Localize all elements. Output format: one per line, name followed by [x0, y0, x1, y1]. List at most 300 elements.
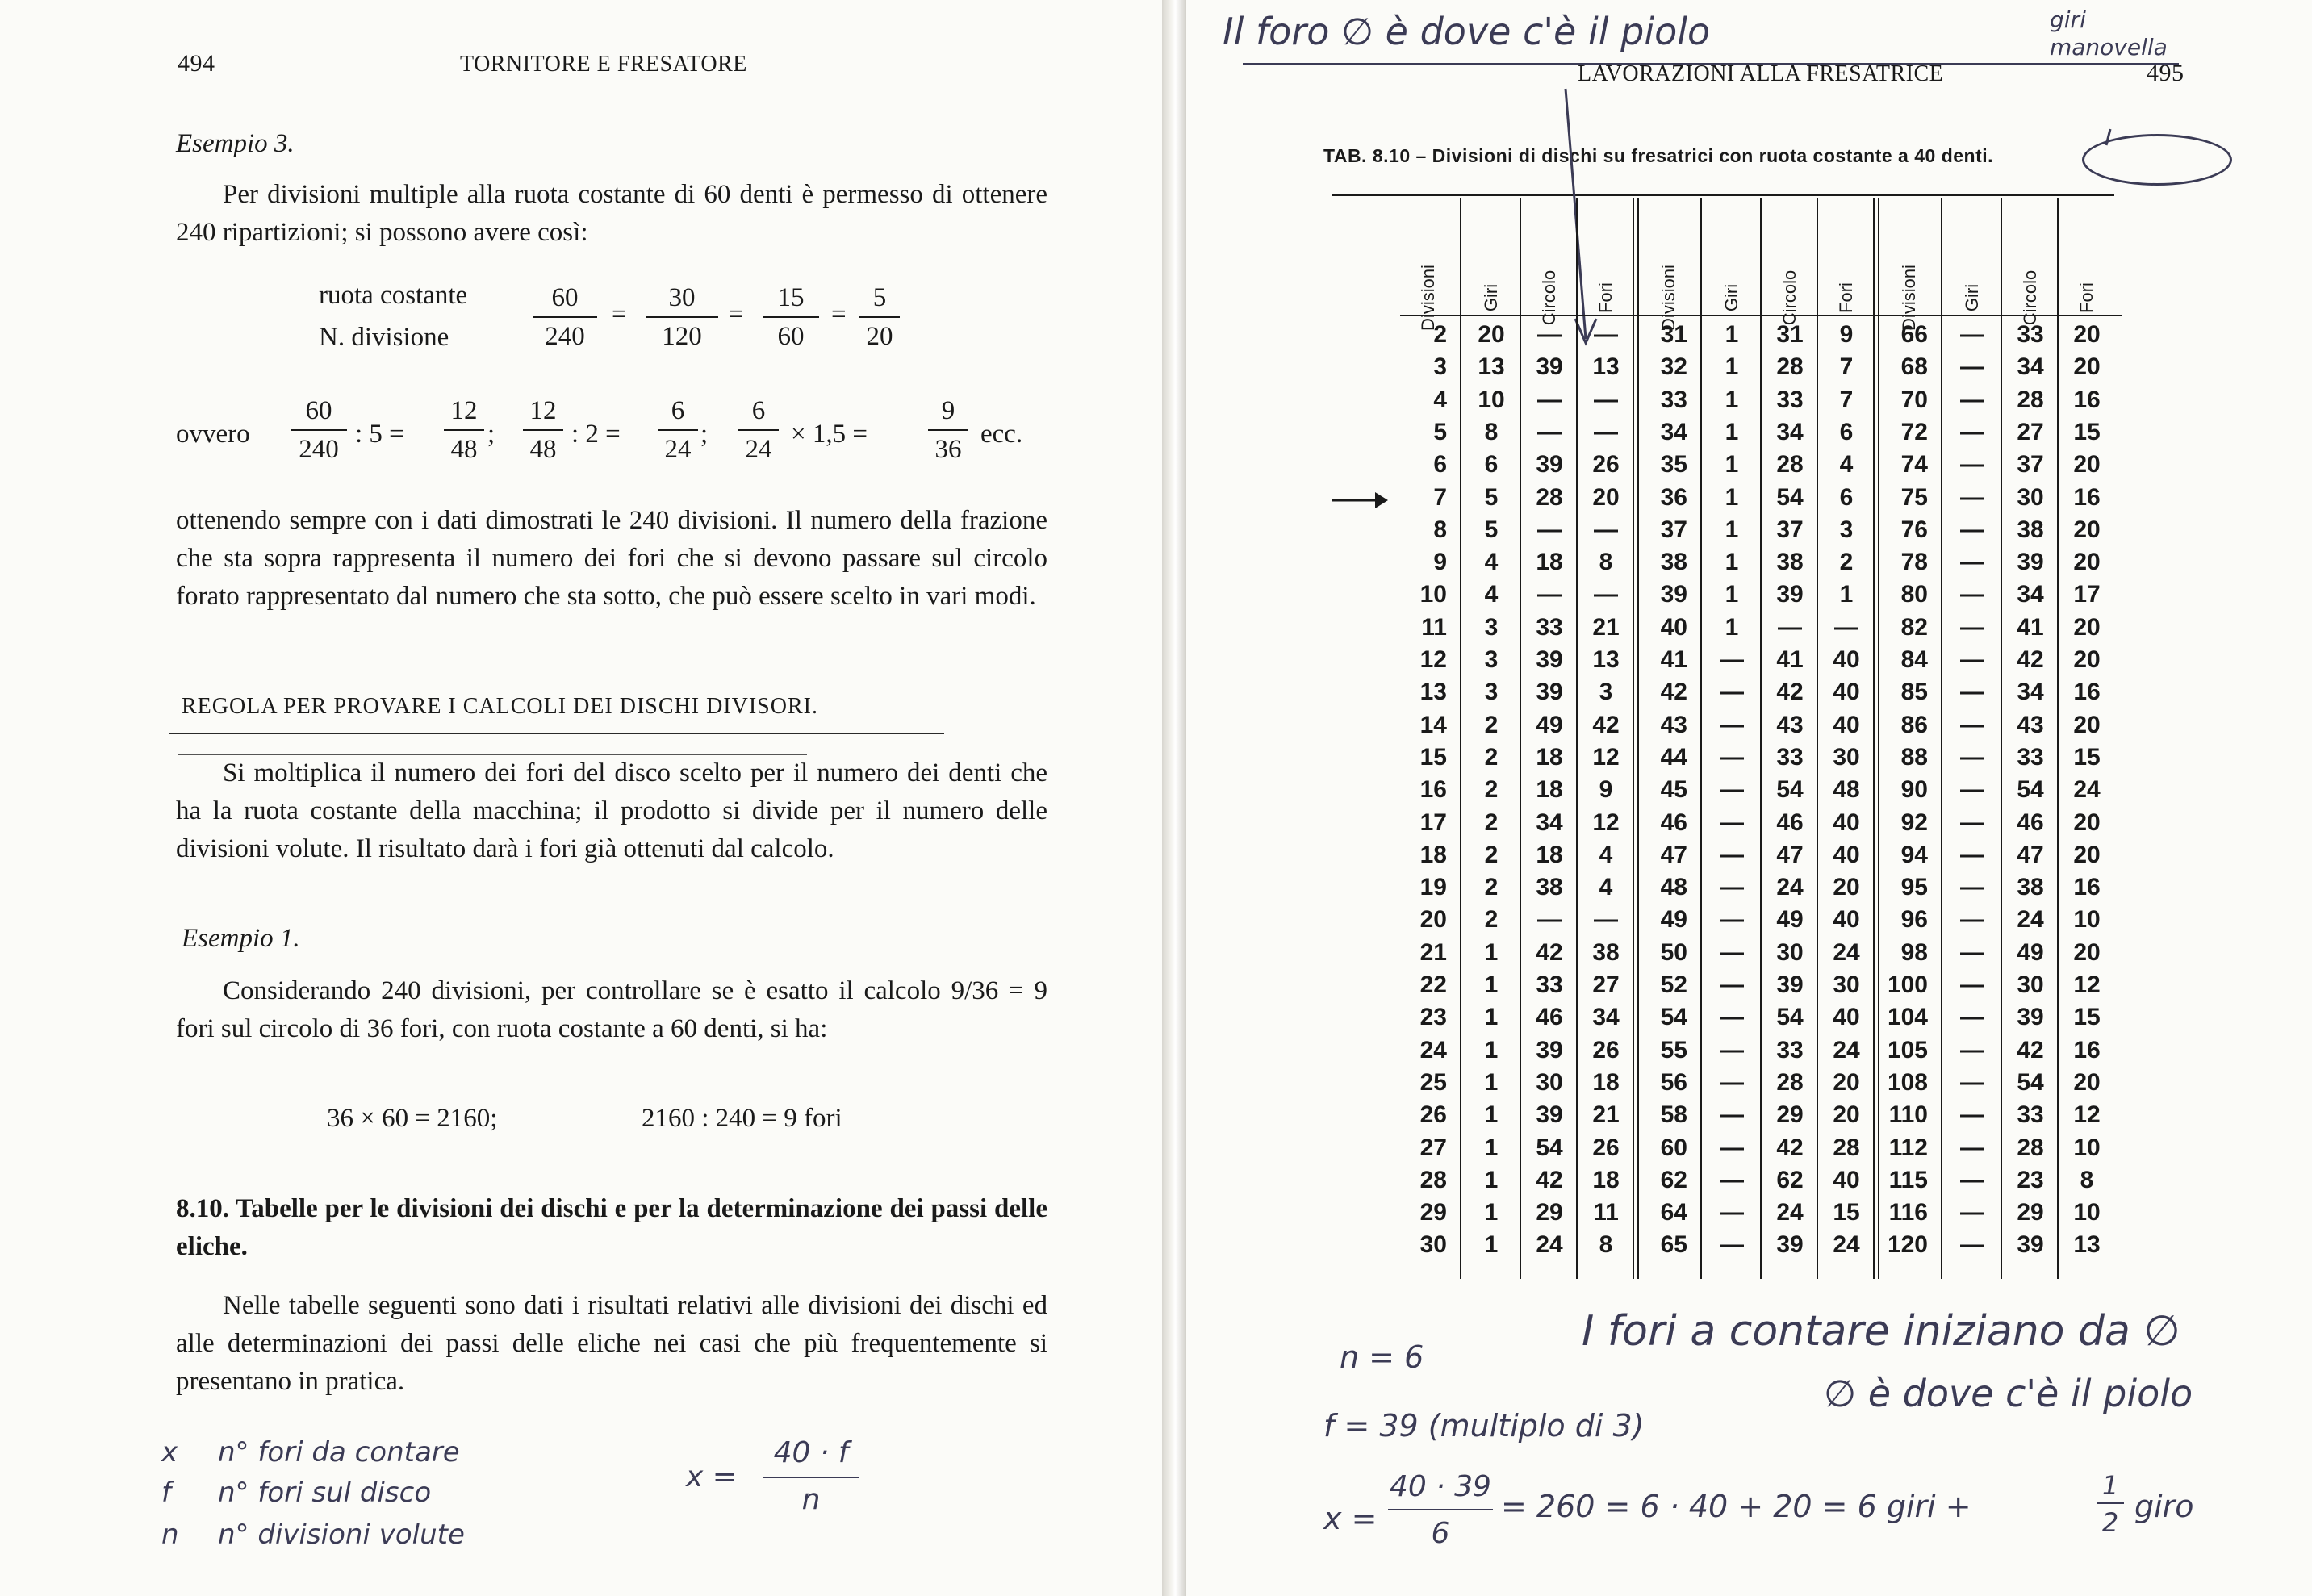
circolo-cell: 18 — [1536, 841, 1563, 868]
fori-cell: 20 — [1833, 1101, 1860, 1129]
div-cell: 9 — [1433, 549, 1447, 576]
circolo-cell: 28 — [1776, 451, 1804, 478]
giri-cell: 1 — [1725, 321, 1739, 348]
book-gutter — [1162, 0, 1186, 1596]
hand-note-2: ∅ è dove c'è il piolo — [1824, 1372, 2193, 1415]
fori-cell: 16 — [2073, 874, 2101, 901]
giri-cell: — — [1720, 711, 1744, 738]
fori-cell: 10 — [2073, 1199, 2101, 1226]
div-cell: 19 — [1419, 874, 1447, 901]
circolo-cell: 24 — [2017, 906, 2044, 934]
giri-cell: — — [1960, 971, 1984, 998]
giri-cell: 1 — [1725, 418, 1739, 445]
giri-cell: 10 — [1478, 386, 1505, 413]
fori-cell: 18 — [1592, 1166, 1620, 1193]
div-cell: 11 — [1421, 613, 1447, 641]
eq1-frac-1: 30 120 — [646, 282, 718, 352]
giri-cell: 1 — [1484, 1068, 1499, 1096]
giri-cell: — — [1720, 1068, 1744, 1096]
fori-cell: 20 — [2073, 1068, 2101, 1096]
example1-text: Considerando 240 divisioni, per controllare se è esatto il calcolo 9/36 = 9 fori sul circolo di 36 fori, con ruota costante a 60 denti, si ha: — [176, 976, 1047, 1043]
fori-cell: 42 — [1592, 711, 1620, 738]
div-cell: 105 — [1887, 1036, 1928, 1063]
eq1-label-top: ruota costante — [319, 281, 468, 310]
div-cell: 26 — [1419, 1101, 1447, 1129]
div-cell: 120 — [1887, 1231, 1928, 1259]
giri-cell: 1 — [1484, 1101, 1499, 1129]
fori-cell: 26 — [1592, 451, 1620, 478]
fori-cell: 20 — [2073, 841, 2101, 868]
div-cell: 25 — [1419, 1068, 1447, 1096]
circolo-cell: 30 — [2017, 483, 2044, 511]
giri-cell: 8 — [1484, 418, 1499, 445]
example1-title: Esempio 1. — [182, 924, 300, 953]
giri-cell: — — [1720, 776, 1744, 804]
page-number: 494 — [178, 50, 215, 77]
giri-cell: 6 — [1484, 451, 1499, 478]
fori-cell: 6 — [1839, 418, 1854, 445]
giri-cell: 1 — [1484, 1036, 1499, 1063]
giri-cell: 13 — [1478, 353, 1505, 381]
circolo-cell: 24 — [1776, 1199, 1804, 1226]
circolo-cell: 49 — [2017, 938, 2044, 966]
circolo-cell: 33 — [1776, 386, 1804, 413]
circolo-cell: 47 — [1776, 841, 1804, 868]
giri-cell: 3 — [1484, 613, 1499, 641]
fori-cell: 4 — [1599, 874, 1613, 901]
running-head-right: LAVORAZIONI ALLA FRESATRICE — [1578, 61, 1944, 86]
fori-cell: 20 — [2073, 353, 2101, 381]
div-cell: 68 — [1900, 353, 1928, 381]
giri-cell: 3 — [1484, 646, 1499, 673]
div-cell: 56 — [1660, 1068, 1687, 1096]
giri-cell: 5 — [1484, 516, 1499, 543]
div-cell: 41 — [1660, 646, 1687, 673]
giri-cell: 2 — [1484, 743, 1499, 771]
div-cell: 12 — [1419, 646, 1447, 673]
circolo-cell: 42 — [1776, 1134, 1804, 1161]
giri-cell: 1 — [1484, 1004, 1499, 1031]
circolo-cell: 42 — [2017, 646, 2044, 673]
fori-cell: 7 — [1839, 386, 1854, 413]
div-cell: 18 — [1419, 841, 1447, 868]
div-cell: 39 — [1660, 581, 1687, 608]
header-fori-1: Fori — [1595, 282, 1616, 313]
circolo-cell: 29 — [1536, 1199, 1563, 1226]
fori-cell: 16 — [2073, 1036, 2101, 1063]
circolo-cell: 39 — [1776, 581, 1804, 608]
div-cell: 45 — [1660, 776, 1687, 804]
div-cell: 62 — [1660, 1166, 1687, 1193]
giri-cell: 1 — [1725, 451, 1739, 478]
div-cell: 65 — [1660, 1231, 1687, 1259]
column-rule — [1760, 198, 1762, 1279]
div-cell: 86 — [1900, 711, 1928, 738]
fori-cell: 10 — [2073, 1134, 2101, 1161]
div-cell: 13 — [1419, 679, 1447, 706]
giri-cell: 1 — [1725, 386, 1739, 413]
fori-cell: 13 — [2073, 1231, 2101, 1259]
block-rule — [1873, 198, 1879, 1279]
fori-cell: 24 — [1833, 938, 1860, 966]
div-cell: 29 — [1419, 1199, 1447, 1226]
giri-cell: — — [1960, 613, 1984, 641]
fori-cell: 20 — [2073, 549, 2101, 576]
fori-cell: 40 — [1833, 841, 1860, 868]
circolo-cell: 18 — [1536, 743, 1563, 771]
giri-cell: — — [1960, 1101, 1984, 1129]
circolo-cell: — — [1537, 418, 1562, 445]
header-circolo-3: Circolo — [2020, 269, 2040, 326]
hand-note-1: I fori a contare iniziano da ∅ — [1582, 1307, 2180, 1356]
div-cell: 6 — [1433, 451, 1447, 478]
div-cell: 52 — [1660, 971, 1687, 998]
section-title: 8.10. Tabelle per le divisioni dei dischi e per la determinazione dei passi delle eliche. — [176, 1194, 1047, 1261]
giri-cell: — — [1960, 711, 1984, 738]
circolo-cell: 30 — [2017, 971, 2044, 998]
giri-cell: 2 — [1484, 808, 1499, 836]
circolo-cell: 30 — [1776, 938, 1804, 966]
giri-cell: — — [1960, 679, 1984, 706]
fori-cell: 48 — [1833, 776, 1860, 804]
fori-cell: — — [1594, 516, 1618, 543]
giri-cell: — — [1960, 1134, 1984, 1161]
column-rule — [1817, 198, 1818, 1279]
giri-cell: — — [1960, 451, 1984, 478]
fori-cell: 40 — [1833, 646, 1860, 673]
column-rule — [1576, 198, 1578, 1279]
circolo-cell: 42 — [1776, 679, 1804, 706]
circolo-cell: 39 — [1776, 971, 1804, 998]
circolo-cell: 39 — [2017, 549, 2044, 576]
giri-cell: — — [1720, 1199, 1744, 1226]
header-giri-1: Giri — [1481, 283, 1501, 312]
div-cell: 104 — [1887, 1004, 1928, 1031]
div-cell: 38 — [1660, 549, 1687, 576]
fori-cell: 20 — [2073, 613, 2101, 641]
circolo-cell: 42 — [1536, 938, 1563, 966]
fori-cell: — — [1594, 906, 1618, 934]
div-cell: 78 — [1900, 549, 1928, 576]
div-cell: 34 — [1660, 418, 1687, 445]
div-cell: 75 — [1900, 483, 1928, 511]
div-cell: 10 — [1419, 581, 1447, 608]
circolo-cell: 49 — [1776, 906, 1804, 934]
giri-cell: 1 — [1484, 1166, 1499, 1193]
circolo-cell: 54 — [2017, 1068, 2044, 1096]
giri-cell: — — [1960, 874, 1984, 901]
section-text: Nelle tabelle seguenti sono dati i risultati relativi alle divisioni dei dischi ed alle determinazioni dei passi delle eliche nei casi che più frequentemente si presentano in pratica. — [176, 1291, 1047, 1396]
div-cell: 96 — [1900, 906, 1928, 934]
fori-cell: 2 — [1839, 549, 1854, 576]
header-fori-2: Fori — [1836, 282, 1856, 313]
circolo-cell: 33 — [1776, 1036, 1804, 1063]
circolo-cell: 18 — [1536, 776, 1563, 804]
div-cell: 49 — [1660, 906, 1687, 934]
circolo-cell: 28 — [2017, 1134, 2044, 1161]
giri-cell: — — [1720, 743, 1744, 771]
giri-cell: — — [1960, 353, 1984, 381]
giri-cell: 2 — [1484, 711, 1499, 738]
fori-cell: 26 — [1592, 1036, 1620, 1063]
giri-cell: — — [1960, 1166, 1984, 1193]
giri-cell: 1 — [1484, 971, 1499, 998]
fori-cell: 9 — [1839, 321, 1854, 348]
div-cell: 110 — [1888, 1101, 1928, 1129]
circolo-cell: 33 — [2017, 1101, 2044, 1129]
giri-cell: — — [1720, 1004, 1744, 1031]
column-rule — [2057, 198, 2059, 1279]
giri-cell: — — [1720, 1166, 1744, 1193]
div-cell: 28 — [1419, 1166, 1447, 1193]
div-cell: 15 — [1419, 743, 1447, 771]
column-rule — [1520, 198, 1521, 1279]
circolo-cell: 47 — [2017, 841, 2044, 868]
giri-cell: 2 — [1484, 841, 1499, 868]
giri-cell: — — [1720, 971, 1744, 998]
fori-cell: — — [1594, 581, 1618, 608]
fori-cell: 40 — [1833, 1004, 1860, 1031]
giri-cell: 1 — [1725, 353, 1739, 381]
circolo-cell: 33 — [2017, 743, 2044, 771]
circolo-cell: 33 — [1536, 613, 1563, 641]
fori-cell: 27 — [1592, 971, 1620, 998]
circolo-cell: 62 — [1776, 1166, 1804, 1193]
giri-cell: — — [1960, 483, 1984, 511]
circolo-cell: 23 — [2017, 1166, 2044, 1193]
div-cell: 3 — [1433, 353, 1447, 381]
giri-cell: 1 — [1725, 581, 1739, 608]
div-cell: 82 — [1900, 613, 1928, 641]
div-cell: 98 — [1900, 938, 1928, 966]
div-cell: 116 — [1888, 1199, 1928, 1226]
fori-cell: 7 — [1839, 353, 1854, 381]
circolo-cell: 42 — [2017, 1036, 2044, 1063]
fori-cell: 30 — [1833, 971, 1860, 998]
giri-cell: — — [1720, 938, 1744, 966]
circolo-cell: 39 — [1536, 353, 1563, 381]
fori-cell: 24 — [1833, 1036, 1860, 1063]
fori-cell: 20 — [2073, 516, 2101, 543]
fori-cell: 18 — [1592, 1068, 1620, 1096]
giri-cell: — — [1960, 841, 1984, 868]
circolo-cell: 30 — [1536, 1068, 1563, 1096]
fori-cell: 16 — [2073, 386, 2101, 413]
column-rule — [1941, 198, 1942, 1279]
giri-cell: 1 — [1725, 483, 1739, 511]
header-circolo-1: Circolo — [1539, 269, 1559, 326]
div-cell: 108 — [1887, 1068, 1928, 1096]
circolo-cell: 29 — [1776, 1101, 1804, 1129]
circolo-cell: 39 — [1536, 1101, 1563, 1129]
div-cell: 27 — [1419, 1134, 1447, 1161]
fori-cell: 10 — [2073, 906, 2101, 934]
fori-cell: 24 — [1833, 1231, 1860, 1259]
column-rule — [1700, 198, 1702, 1279]
div-cell: 48 — [1660, 874, 1687, 901]
rule-text: Si moltiplica il numero dei fori del disco scelto per il numero dei denti che ha la ruota costante della macchina; il prodotto si divide per il numero delle divisioni volute. Il risultato darà i fori già ottenuti dal calcolo. — [176, 758, 1047, 863]
circolo-cell: 46 — [2017, 808, 2044, 836]
div-cell: 60 — [1660, 1134, 1687, 1161]
div-cell: 64 — [1660, 1199, 1687, 1226]
example3-text: Per divisioni multiple alla ruota costante di 60 denti è permesso di ottenere 240 ripartizioni; si possono avere così: — [176, 180, 1047, 247]
fori-cell: 26 — [1592, 1134, 1620, 1161]
header-divisioni-2: Divisioni — [1658, 265, 1679, 331]
div-cell: 20 — [1419, 906, 1447, 934]
fori-cell: 40 — [1833, 906, 1860, 934]
fori-cell: 16 — [2073, 483, 2101, 511]
circolo-cell: 31 — [1776, 321, 1804, 348]
div-cell: 72 — [1900, 418, 1928, 445]
circolo-cell: 39 — [2017, 1004, 2044, 1031]
fori-cell: 21 — [1592, 613, 1620, 641]
circolo-cell: — — [1537, 386, 1562, 413]
giri-cell: — — [1720, 841, 1744, 868]
fori-cell: 11 — [1593, 1199, 1619, 1226]
fori-cell: 8 — [1599, 1231, 1613, 1259]
fori-cell: 12 — [2073, 971, 2101, 998]
circolo-cell: 39 — [1536, 679, 1563, 706]
fori-cell: 20 — [2073, 808, 2101, 836]
page-number-right: 495 — [2147, 60, 2184, 86]
circolo-cell: 28 — [1536, 483, 1563, 511]
fori-cell: 16 — [2073, 679, 2101, 706]
giri-cell: 1 — [1484, 938, 1499, 966]
fori-cell: 3 — [1599, 679, 1613, 706]
handwritten-top-right-note: giri manovella — [2050, 6, 2168, 61]
div-cell: 55 — [1660, 1036, 1687, 1063]
giri-cell: — — [1960, 1231, 1984, 1259]
fori-cell: 20 — [1833, 1068, 1860, 1096]
fori-cell: 1 — [1839, 581, 1854, 608]
giri-cell: 1 — [1484, 1134, 1499, 1161]
fori-cell: — — [1594, 418, 1618, 445]
div-cell: 22 — [1419, 971, 1447, 998]
giri-cell: — — [1720, 1134, 1744, 1161]
fori-cell: 8 — [2080, 1166, 2094, 1193]
left-page: 494 TORNITORE E FRESATORE Esempio 3. Per divisioni multiple alla ruota costante di 60 denti è permesso di ottenere 240 ripartizioni; si possono avere così: ruota costante N. divisione 60 240 = 30 120 = 15 60 = 5 20 ovvero 60 240 : 5 = 12 48 ; 12 48 : 2 = 6 24 ; 6 24 × 1,5 = 9 36 ecc. ottenendo sempre con i dati dimostrati le 240 divisioni. Il numero della frazione che sta sopra rappresenta il numero dei fori che si devono passare sul circolo forato rappresentato dal numero che sta sotto, che può essere scelto in vari modi. REGOLA PER PROVARE I CALCOLI DEI DISCHI DIVISORI. Si moltiplica il numero dei fori del disco scelto per il numero dei denti che ha la ruota costante della macchina; il prodotto si divide per il numero delle divisioni volute. Il risultato darà i fori già ottenuti dal calcolo. Esempio 1. Considerando 240 divisioni, per controllare se è esatto il calcolo 9/36 = 9 fori sul circolo di 36 fori, con ruota costante a 60 denti, si ha: 36 × 60 = 2160; 2160 : 240 = 9 fori 8.10. Tabelle per le divisioni dei dischi e per la determinazione dei passi delle eliche. Nelle tabelle seguenti sono dati i risultati relativi alle divisioni dei dischi ed alle determinazioni dei passi delle eliche nei casi che più frequentemente si presentano in pratica. x n° fori da contare f n° fori sul disco n n° divisioni volute x = 40 · f n — [0, 0, 1162, 1596]
circolo-cell: — — [1778, 613, 1802, 641]
giri-cell: — — [1720, 906, 1744, 934]
div-cell: 90 — [1900, 776, 1928, 804]
giri-cell: 5 — [1484, 483, 1499, 511]
giri-cell: — — [1960, 1004, 1984, 1031]
fori-cell: 20 — [1592, 483, 1620, 511]
div-cell: 44 — [1660, 743, 1687, 771]
circolo-cell: — — [1537, 516, 1562, 543]
div-cell: 23 — [1419, 1004, 1447, 1031]
giri-cell: — — [1960, 516, 1984, 543]
circolo-cell: 33 — [1536, 971, 1563, 998]
circolo-cell: — — [1537, 906, 1562, 934]
div-cell: 8 — [1433, 516, 1447, 543]
fori-cell: 21 — [1592, 1101, 1620, 1129]
div-cell: 85 — [1900, 679, 1928, 706]
giri-cell: — — [1960, 1199, 1984, 1226]
circolo-cell: 27 — [2017, 418, 2044, 445]
fori-cell: 20 — [2073, 938, 2101, 966]
giri-cell: — — [1720, 646, 1744, 673]
hand-f: f = 39 (multiplo di 3) — [1323, 1408, 1645, 1444]
fori-cell: 17 — [2073, 581, 2101, 608]
div-cell: 30 — [1419, 1231, 1447, 1259]
header-circolo-2: Circolo — [1779, 269, 1800, 326]
div-cell: 4 — [1433, 386, 1447, 413]
giri-cell: — — [1960, 743, 1984, 771]
circolo-cell: 46 — [1536, 1004, 1563, 1031]
fori-cell: 20 — [2073, 646, 2101, 673]
div-cell: 80 — [1900, 581, 1928, 608]
circolo-cell: 49 — [1536, 711, 1563, 738]
eq1-frac-2: 15 60 — [763, 282, 819, 352]
div-cell: 47 — [1660, 841, 1687, 868]
header-divisioni-3: Divisioni — [1899, 265, 1919, 331]
rule-divider — [169, 733, 944, 734]
giri-cell: — — [1960, 776, 1984, 804]
header-giri-2: Giri — [1721, 283, 1741, 312]
circolo-cell: 54 — [1776, 1004, 1804, 1031]
column-rule — [2001, 198, 2002, 1279]
div-cell: 58 — [1660, 1101, 1687, 1129]
fori-cell: 40 — [1833, 679, 1860, 706]
fori-cell: 12 — [1592, 743, 1620, 771]
div-cell: 100 — [1887, 971, 1928, 998]
header-divisioni-1: Divisioni — [1418, 265, 1438, 331]
giri-cell: 20 — [1478, 321, 1505, 348]
circolo-cell: 33 — [1776, 743, 1804, 771]
fori-cell: 40 — [1833, 1166, 1860, 1193]
giri-cell: 1 — [1484, 1231, 1499, 1259]
circolo-cell: 39 — [1776, 1231, 1804, 1259]
giri-cell: — — [1720, 1231, 1744, 1259]
fori-cell: 4 — [1839, 451, 1854, 478]
circolo-cell: 28 — [1776, 1068, 1804, 1096]
circolo-cell: 41 — [1776, 646, 1804, 673]
fori-cell: 20 — [2073, 711, 2101, 738]
giri-cell: 1 — [1725, 516, 1739, 543]
fori-cell: 12 — [2073, 1101, 2101, 1129]
handwritten-top-note: Il foro ∅ è dove c'è il piolo — [1223, 10, 1711, 53]
fori-cell: 28 — [1833, 1134, 1860, 1161]
table-caption: TAB. 8.10 – Divisioni di dischi su fresatrici con ruota costante a 40 denti. — [1323, 145, 1994, 166]
div-cell: 92 — [1900, 808, 1928, 836]
fori-cell: 12 — [1592, 808, 1620, 836]
giri-cell: — — [1720, 1101, 1744, 1129]
circolo-cell: 34 — [1536, 808, 1563, 836]
giri-cell: — — [1720, 808, 1744, 836]
fori-cell: 34 — [1592, 1004, 1620, 1031]
div-cell: 24 — [1419, 1036, 1447, 1063]
circolo-cell: 54 — [2017, 776, 2044, 804]
div-cell: 76 — [1900, 516, 1928, 543]
circolo-cell: 24 — [1536, 1231, 1563, 1259]
giri-cell: — — [1960, 1036, 1984, 1063]
rule-heading: REGOLA PER PROVARE I CALCOLI DEI DISCHI DIVISORI. — [182, 694, 818, 719]
circolo-cell: 34 — [2017, 679, 2044, 706]
fori-cell: 3 — [1839, 516, 1854, 543]
div-cell: 70 — [1900, 386, 1928, 413]
div-cell: 2 — [1433, 321, 1447, 348]
div-cell: 43 — [1660, 711, 1687, 738]
fori-cell: 24 — [2073, 776, 2101, 804]
circolo-cell: 34 — [2017, 353, 2044, 381]
example3-title: Esempio 3. — [176, 129, 295, 158]
fori-cell: 20 — [2073, 451, 2101, 478]
div-cell: 94 — [1900, 841, 1928, 868]
giri-cell: — — [1960, 906, 1984, 934]
fori-cell: 6 — [1839, 483, 1854, 511]
div-cell: 112 — [1888, 1134, 1928, 1161]
